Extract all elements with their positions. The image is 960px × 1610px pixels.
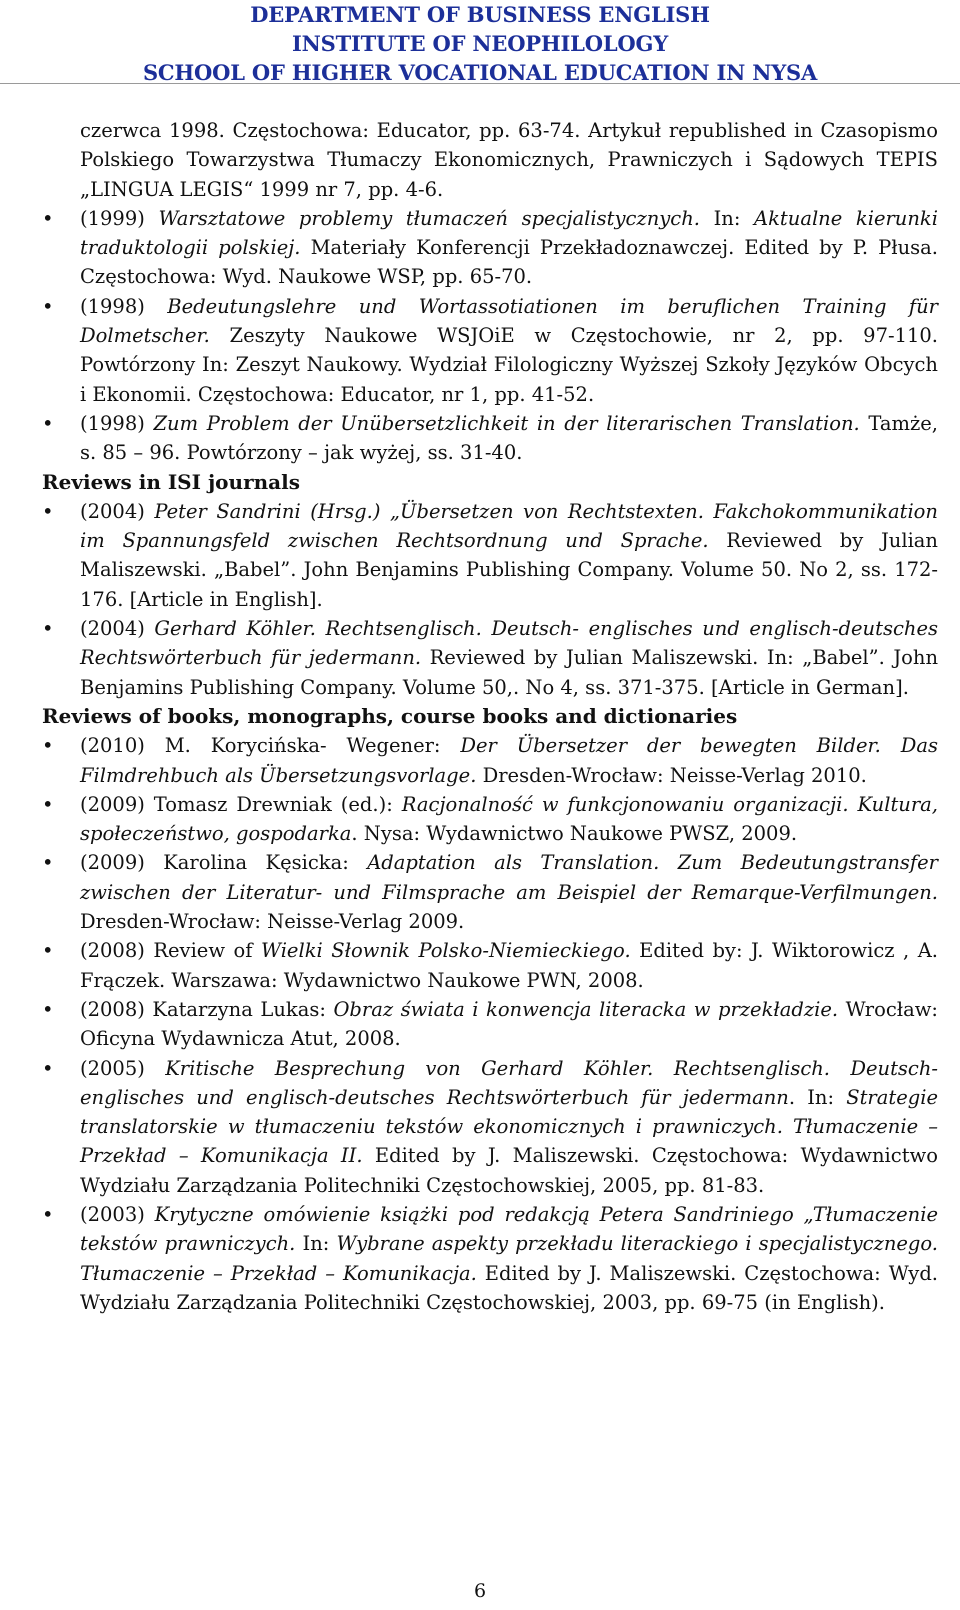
bullet-icon: • xyxy=(42,1056,54,1080)
book-review-list xyxy=(42,731,938,1317)
section-heading-book-reviews: Reviews of books, monographs, course books and dictionaries xyxy=(42,703,738,728)
bullet-icon: • xyxy=(42,997,54,1021)
list-item: • (2009) Tomasz Drewniak (ed.): Racjonalność w funkcjonowaniu organizacji. Kultura, społeczeństwo, gospodarka. Nysa: Wydawnictwo Naukowe PWSZ, 2009. xyxy=(42,790,938,849)
list-item: • (2008) Katarzyna Lukas: Obraz świata i konwencja literacka w przekładzie. Wrocław: Oficyna Wydawnicza Atut, 2008. xyxy=(42,995,938,1054)
list-item: • (2008) Review of Wielki Słownik Polsko-Niemieckiego. Edited by: J. Wiktorowicz , A. Frączek. Warszawa: Wydawnictwo Naukowe PWN, 2008. xyxy=(42,936,938,995)
isi-review-list xyxy=(42,497,938,702)
list-item: • (2009) Karolina Kęsicka: Adaptation als Translation. Zum Bedeutungstransfer zwischen der Literatur- und Filmsprache am Beispiel der Remarque-Verfilmungen. Dresden-Wrocław: Neisse-Verlag 2009. xyxy=(42,848,938,936)
bullet-icon: • xyxy=(42,294,54,318)
list-item: • (2010) M. Korycińska- Wegener: Der Übersetzer der bewegten Bilder. Das Filmdrehbuch als Übersetzungsvorlage. Dresden-Wrocław: Neisse-Verlag 2010. xyxy=(42,731,938,790)
list-item: • (1999) Warsztatowe problemy tłumaczeń specjalistycznych. In: Aktualne kierunki traduktologii polskiej. Materiały Konferencji Przekładoznawczej. Edited by P. Płusa. Częstochowa: Wyd. Naukowe WSP, pp. 65-70. xyxy=(42,204,938,292)
list-item: • (2004) Gerhard Köhler. Rechtsenglisch. Deutsch- englisches und englisch-deutsches Rechtswörterbuch für jedermann. Reviewed by Julian Maliszewski. In: „Babel”. John Benjamins Publishing Company. Volume 50,. No 4, ss. 371-375. [Article in German]. xyxy=(42,614,938,702)
list-item: • (2004) Peter Sandrini (Hrsg.) „Übersetzen von Rechtstexten. Fakchokommunikation im Spannungsfeld zwischen Rechtsordnung und Sprache. Reviewed by Julian Maliszewski. „Babel”. John Benjamins Publishing Company. Volume 50. No 2, ss. 172-176. [Article in English]. xyxy=(42,497,938,614)
header-school: SCHOOL OF HIGHER VOCATIONAL EDUCATION IN NYSA xyxy=(142,60,818,85)
bullet-icon: • xyxy=(42,851,54,875)
page-header xyxy=(0,0,960,84)
page-number: 6 xyxy=(473,1580,487,1602)
bullet-icon: • xyxy=(42,411,54,435)
document-body xyxy=(42,116,938,1317)
publication-list xyxy=(42,204,938,468)
list-item: • (1998) Bedeutungslehre und Wortassotiationen im beruflichen Training für Dolmetscher. Zeszyty Naukowe WSJOiE w Częstochowie, nr 2, pp. 97-110. Powtórzony In: Zeszyt Naukowy. Wydział Filologiczny Wyższej Szkoły Języków Obcych i Ekonomii. Częstochowa: Educator, nr 1, pp. 41-52. xyxy=(42,292,938,409)
list-item: • (1998) Zum Problem der Unübersetzlichkeit in der literarischen Translation. Tamże, s. 85 – 96. Powtórzony – jak wyżej, ss. 31-40. xyxy=(42,409,938,468)
continued-paragraph: czerwca 1998. Częstochowa: Educator, pp. 63-74. Artykuł republished in Czasopismo Polskiego Towarzystwa Tłumaczy Ekonomicznych, Prawniczych i Sądowych TEPIS „LINGUA LEGIS“ 1999 nr 7, pp. 4-6. xyxy=(80,119,938,201)
list-item: • (2005) Kritische Besprechung von Gerhard Köhler. Rechtsenglisch. Deutsch-englisches und englisch-deutsches Rechtswörterbuch für jedermann. In: Strategie translatorskie w tłumaczeniu tekstów ekonomicznych i prawniczych. Tłumaczenie – Przekład – Komunikacja II. Edited by J. Maliszewski. Częstochowa: Wydawnictwo Wydziału Zarządzania Politechniki Częstochowskiej, 2005, pp. 81-83. xyxy=(42,1054,938,1200)
bullet-icon: • xyxy=(42,734,54,758)
bullet-icon: • xyxy=(42,1202,54,1226)
header-department: DEPARTMENT OF BUSINESS ENGLISH xyxy=(250,2,710,27)
bullet-icon: • xyxy=(42,499,54,523)
header-institute: INSTITUTE OF NEOPHILOLOGY xyxy=(291,31,669,56)
section-heading-isi-reviews: Reviews in ISI journals xyxy=(42,469,300,494)
bullet-icon: • xyxy=(42,792,54,816)
bullet-icon: • xyxy=(42,617,54,641)
bullet-icon: • xyxy=(42,939,54,963)
bullet-icon: • xyxy=(42,206,54,230)
list-item: • (2003) Krytyczne omówienie książki pod redakcją Petera Sandriniego „Tłumaczenie tekstów prawniczych. In: Wybrane aspekty przekładu literackiego i specjalistycznego. Tłumaczenie – Przekład – Komunikacja. Edited by J. Maliszewski. Częstochowa: Wyd. Wydziału Zarządzania Politechniki Częstochowskiej, 2003, pp. 69-75 (in English). xyxy=(42,1200,938,1317)
